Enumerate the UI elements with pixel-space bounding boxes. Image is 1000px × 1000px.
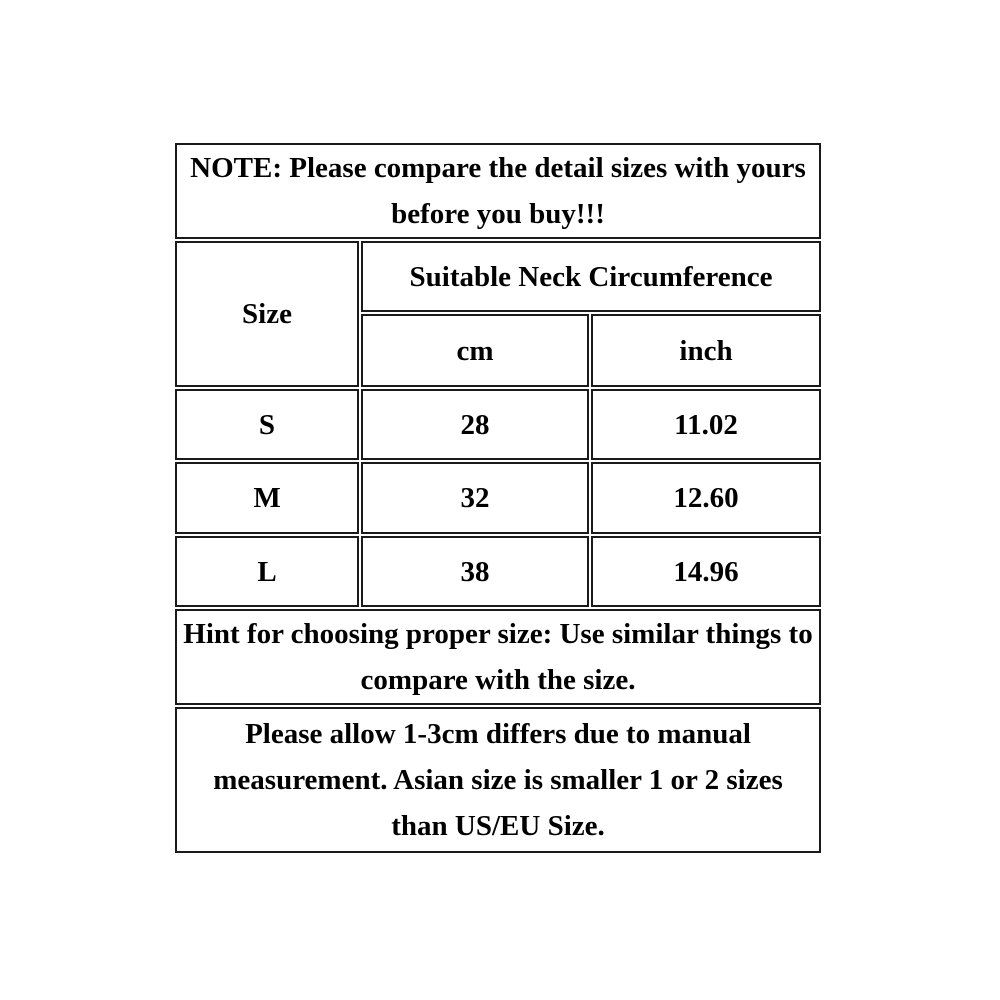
table-row-size-cell (175, 389, 359, 460)
cm-value: 28 (460, 408, 490, 441)
cm-header (361, 314, 589, 387)
inch-value: 11.02 (674, 408, 738, 441)
table-row-inch-cell (591, 536, 821, 607)
table-row-cm-cell (361, 389, 589, 460)
size-value: M (253, 482, 281, 514)
cm-value: 38 (460, 555, 490, 588)
hint-banner (175, 609, 821, 705)
inch-header (591, 314, 821, 387)
inch-value: 14.96 (673, 555, 739, 588)
inch-header-label: inch (679, 334, 733, 367)
table-row-cm-cell (361, 536, 589, 607)
inch-value: 12.60 (673, 482, 739, 514)
size-value: L (257, 555, 277, 588)
neck-circumference-label: Suitable Neck Circumference (409, 260, 773, 293)
size-header-label: Size (242, 298, 292, 330)
cm-value: 32 (460, 482, 490, 514)
size-value: S (258, 408, 276, 441)
note-banner (175, 143, 821, 239)
disclaimer-text: Please allow 1-3cm differs due to manual measurement. Asian size is smaller 1 or 2 sizes than US/EU Size. (213, 718, 783, 842)
table-row-inch-cell (591, 462, 821, 534)
note-text: NOTE: Please compare the detail sizes with yours before you buy!!! (190, 152, 806, 230)
table-row-inch-cell (591, 389, 821, 460)
cm-header-label: cm (456, 334, 494, 367)
neck-circumference-header (361, 241, 821, 312)
table-row-size-cell (175, 536, 359, 607)
table-row-size-cell (175, 462, 359, 534)
hint-text: Hint for choosing proper size: Use similar things to compare with the size. (183, 618, 813, 696)
disclaimer-banner (175, 707, 821, 853)
size-header (175, 241, 359, 387)
table-row-cm-cell (361, 462, 589, 534)
